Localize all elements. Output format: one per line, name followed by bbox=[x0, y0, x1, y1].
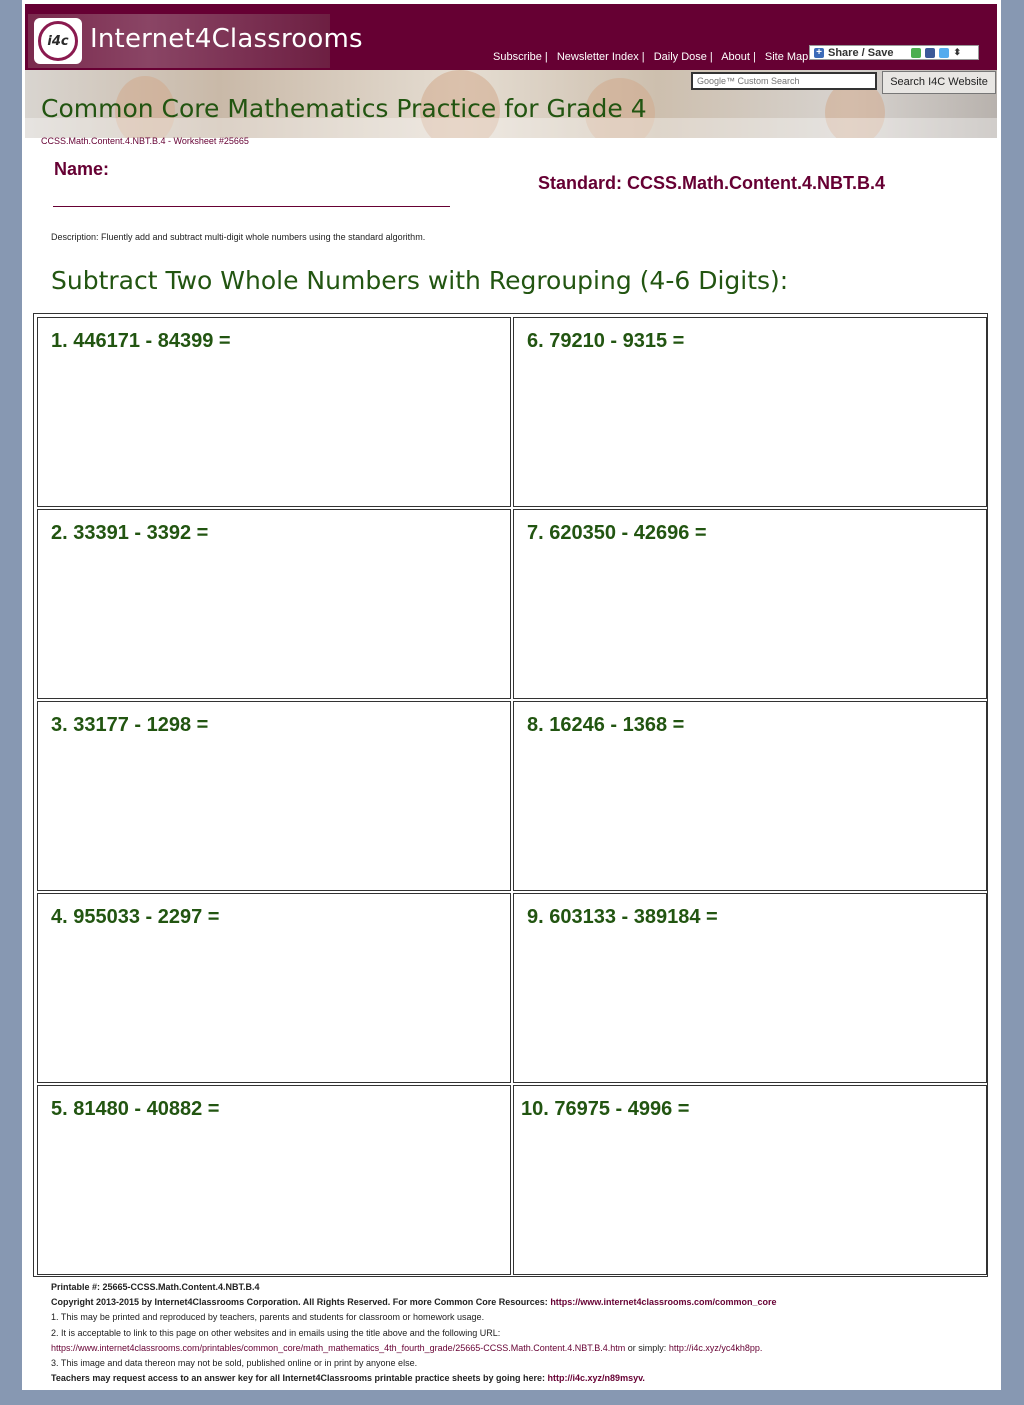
plus-icon: + bbox=[814, 48, 824, 58]
problem-text: 1. 446171 - 84399 = bbox=[51, 330, 231, 352]
problem-text: 8. 16246 - 1368 = bbox=[527, 714, 685, 736]
nav-about[interactable]: About bbox=[721, 51, 750, 63]
common-core-link[interactable]: https://www.internet4classrooms.com/common_core bbox=[550, 1297, 777, 1308]
nav-subscribe[interactable]: Subscribe bbox=[493, 51, 542, 63]
problem-text: 6. 79210 - 9315 = bbox=[527, 330, 685, 352]
share-save-label: Share / Save bbox=[828, 46, 894, 59]
problem-text: 7. 620350 - 42696 = bbox=[527, 522, 707, 544]
problem-cell bbox=[513, 1085, 987, 1275]
twitter-icon bbox=[939, 48, 949, 58]
note-1: 1. This may be printed and reproduced by teachers, parents and students for classroom or homework usage. bbox=[51, 1312, 485, 1323]
note-2: 2. It is acceptable to link to this page on other websites and in emails using the title above and the following URL: bbox=[51, 1327, 501, 1338]
note-3: 3. This image and data thereon may not be sold, published online or in print by anyone else. bbox=[51, 1358, 418, 1369]
logo-badge-text: i4c bbox=[47, 33, 69, 49]
search-input[interactable] bbox=[691, 72, 877, 90]
logo-badge-icon bbox=[34, 18, 82, 64]
problem-text: 10. 76975 - 4996 = bbox=[521, 1098, 690, 1120]
problem-cell bbox=[37, 701, 511, 891]
note-2-links bbox=[51, 1341, 991, 1356]
site-logo[interactable] bbox=[28, 14, 363, 68]
answer-key-line bbox=[51, 1371, 991, 1386]
problem-cell bbox=[513, 509, 987, 699]
logo-text: Internet4Classrooms bbox=[90, 24, 363, 54]
copyright-text: Copyright 2013-2015 by Internet4Classrooms Corporation. All Rights Reserved. For more Common Core Resources: bbox=[51, 1297, 548, 1308]
printable-number: Printable #: 25665-CCSS.Math.Content.4.NBT.B.4 bbox=[51, 1282, 260, 1292]
or-simply-text: or simply: bbox=[627, 1342, 667, 1353]
share-save-button[interactable] bbox=[809, 45, 979, 60]
worksheet-url-link[interactable]: https://www.internet4classrooms.com/printables/common_core/math_mathematics_4th_fourth_grade/25665-CCSS.Math.Content.4.NBT.B.4.htm bbox=[51, 1342, 626, 1353]
top-nav: Subscribe | Newsletter Index | Daily Dose | About | Site Map bbox=[493, 51, 809, 63]
problem-cell bbox=[37, 317, 511, 507]
short-url-link[interactable]: http://i4c.xyz/yc4kh8pp. bbox=[668, 1342, 763, 1353]
problem-cell bbox=[513, 317, 987, 507]
problem-text: 3. 33177 - 1298 = bbox=[51, 714, 209, 736]
site-header bbox=[25, 4, 997, 70]
copyright-line bbox=[51, 1295, 991, 1310]
problem-text: 4. 955033 - 2297 = bbox=[51, 906, 220, 928]
page-title: Common Core Mathematics Practice for Grade 4 bbox=[41, 94, 647, 123]
problem-text: 2. 33391 - 3392 = bbox=[51, 522, 209, 544]
problem-cell bbox=[37, 893, 511, 1083]
problem-text: 9. 603133 - 389184 = bbox=[527, 906, 718, 928]
problem-text: 5. 81480 - 40882 = bbox=[51, 1098, 220, 1120]
nav-newsletter-index[interactable]: Newsletter Index bbox=[556, 51, 639, 63]
answer-key-text: Teachers may request access to an answer key for all Internet4Classrooms printable practice sheets by going here: bbox=[51, 1373, 546, 1384]
standard-label: Standard: CCSS.Math.Content.4.NBT.B.4 bbox=[538, 173, 886, 193]
facebook-icon bbox=[925, 48, 935, 58]
section-title: Subtract Two Whole Numbers with Regrouping (4-6 Digits): bbox=[51, 266, 789, 295]
problems-table bbox=[33, 313, 988, 1277]
description: Description: Fluently add and subtract multi-digit whole numbers using the standard algorithm. bbox=[51, 232, 426, 242]
nav-site-map[interactable]: Site Map bbox=[764, 51, 809, 63]
search-button[interactable]: Search I4C Website bbox=[882, 71, 996, 94]
problem-cell bbox=[513, 701, 987, 891]
nav-daily-dose[interactable]: Daily Dose bbox=[653, 51, 707, 63]
updown-arrow-icon: ⬍ bbox=[953, 47, 961, 57]
name-label: Name: bbox=[54, 159, 110, 179]
breadcrumb: CCSS.Math.Content.4.NBT.B.4 - Worksheet #25665 bbox=[41, 136, 249, 146]
refresh-icon bbox=[911, 48, 921, 58]
worksheet-page bbox=[22, 0, 1001, 1390]
hero-banner bbox=[25, 70, 997, 138]
answer-key-link[interactable]: http://i4c.xyz/n89msyv. bbox=[547, 1373, 645, 1384]
name-line bbox=[53, 206, 450, 207]
footer bbox=[51, 1280, 991, 1386]
problem-cell bbox=[513, 893, 987, 1083]
problem-cell bbox=[37, 1085, 511, 1275]
problem-cell bbox=[37, 509, 511, 699]
